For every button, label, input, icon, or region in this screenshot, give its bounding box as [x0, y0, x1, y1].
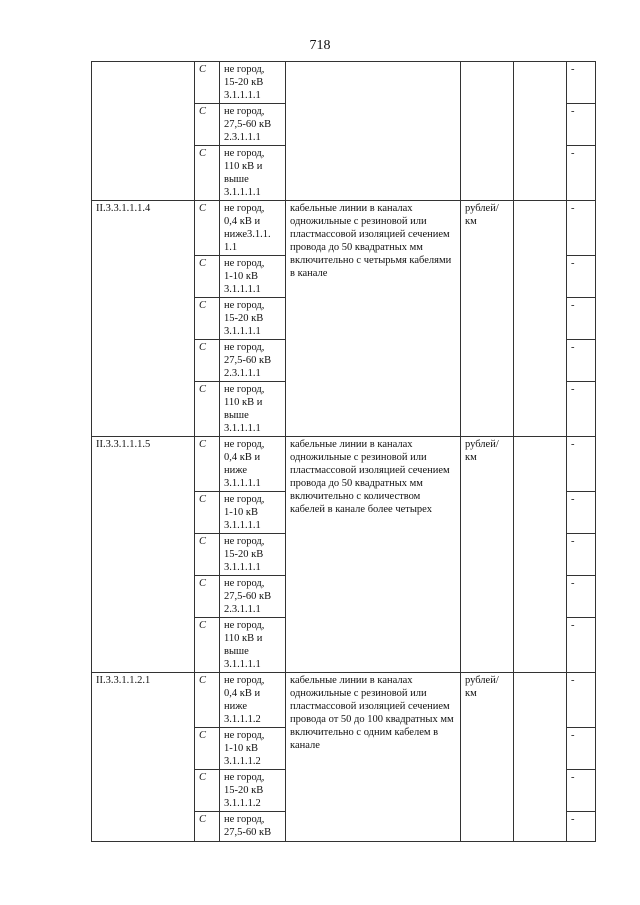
item-description: кабельные линии в каналах одножильные с резиновой или пластмассовой изоляцией сечением провода до 50 квадратных мм включительно с количеством кабелей в канале более четырех [286, 437, 461, 673]
table-row [92, 62, 596, 104]
item-code: II.3.3.1.1.1.4 [92, 201, 195, 437]
rate-value: - [567, 104, 596, 146]
rate-value: - [567, 382, 596, 437]
empty-column-cell [514, 201, 567, 437]
category-letter: С [195, 201, 220, 256]
category-letter: С [195, 492, 220, 534]
rate-value: - [567, 256, 596, 298]
rate-value: - [567, 298, 596, 340]
category-letter: С [195, 104, 220, 146]
item-unit [461, 62, 514, 201]
voltage-class-text: не город, 27,5-60 кВ 2.3.1.1.1 [224, 342, 272, 379]
voltage-class-text: не город, 0,4 кВ и ниже3.1.1. 1.1 [224, 203, 271, 253]
table-body [92, 62, 596, 842]
voltage-class-text: не город, 27,5-60 кВ 2.3.1.1.1 [224, 106, 272, 143]
voltage-class [220, 492, 286, 534]
item-unit [461, 673, 514, 842]
category-letter: С [195, 534, 220, 576]
category-letter: С [195, 340, 220, 382]
voltage-class [220, 256, 286, 298]
item-description: кабельные линии в каналах одножильные с резиновой или пластмассовой изоляцией сечением провода до 50 квадратных мм включительно с четырьмя кабелями в канале [286, 201, 461, 437]
voltage-class-text: не город, 27,5-60 кВ 2.3.1.1.1 [224, 578, 272, 615]
voltage-class-text: не город, 1-10 кВ 3.1.1.1.1 [224, 494, 265, 531]
rate-value: - [567, 492, 596, 534]
table-row [92, 437, 596, 492]
category-letter: С [195, 812, 220, 842]
voltage-class-text: не город, 110 кВ и выше 3.1.1.1.1 [224, 620, 265, 670]
item-unit [461, 437, 514, 673]
voltage-class [220, 104, 286, 146]
category-letter: С [195, 728, 220, 770]
voltage-class-text: не город, 15-20 кВ 3.1.1.1.1 [224, 64, 265, 101]
rate-value: - [567, 201, 596, 256]
rate-value: - [567, 340, 596, 382]
empty-column-cell [514, 62, 567, 201]
voltage-class [220, 618, 286, 673]
voltage-class [220, 146, 286, 201]
item-unit-text: рублей/ км [465, 675, 499, 699]
item-unit-text: рублей/ км [465, 439, 499, 463]
voltage-class [220, 770, 286, 812]
category-letter: С [195, 298, 220, 340]
rate-value: - [567, 534, 596, 576]
category-letter: С [195, 146, 220, 201]
rate-value: - [567, 728, 596, 770]
page-number: 718 [309, 38, 331, 53]
rate-value: - [567, 812, 596, 842]
rate-value: - [567, 770, 596, 812]
voltage-class [220, 62, 286, 104]
voltage-class-text: не город, 15-20 кВ 3.1.1.1.1 [224, 300, 265, 337]
voltage-class [220, 812, 286, 842]
voltage-class-text: не город, 27,5-60 кВ [224, 814, 272, 838]
voltage-class-text: не город, 15-20 кВ 3.1.1.1.1 [224, 536, 265, 573]
voltage-class [220, 534, 286, 576]
item-unit [461, 201, 514, 437]
voltage-class-text: не город, 110 кВ и выше 3.1.1.1.1 [224, 148, 265, 198]
rate-value: - [567, 437, 596, 492]
voltage-class [220, 201, 286, 256]
category-letter: С [195, 62, 220, 104]
empty-column-cell [514, 673, 567, 842]
rate-value: - [567, 146, 596, 201]
table-row [92, 673, 596, 728]
rate-value: - [567, 576, 596, 618]
category-letter: С [195, 770, 220, 812]
category-letter: С [195, 576, 220, 618]
voltage-class-text: не город, 1-10 кВ 3.1.1.1.1 [224, 258, 265, 295]
voltage-class [220, 437, 286, 492]
voltage-class-text: не город, 0,4 кВ и ниже 3.1.1.1.2 [224, 675, 265, 725]
rate-value: - [567, 62, 596, 104]
rate-value: - [567, 618, 596, 673]
voltage-class [220, 382, 286, 437]
table-row [92, 201, 596, 256]
category-letter: С [195, 382, 220, 437]
voltage-class [220, 673, 286, 728]
category-letter: С [195, 618, 220, 673]
category-letter: С [195, 437, 220, 492]
voltage-class-text: не город, 110 кВ и выше 3.1.1.1.1 [224, 384, 265, 434]
voltage-class-text: не город, 0,4 кВ и ниже 3.1.1.1.1 [224, 439, 265, 489]
item-code [92, 62, 195, 201]
item-description [286, 62, 461, 201]
empty-column-cell [514, 437, 567, 673]
voltage-class [220, 298, 286, 340]
item-code: II.3.3.1.1.2.1 [92, 673, 195, 842]
item-unit-text: рублей/ км [465, 203, 499, 227]
category-letter: С [195, 256, 220, 298]
voltage-class [220, 576, 286, 618]
voltage-class-text: не город, 15-20 кВ 3.1.1.1.2 [224, 772, 265, 809]
item-code: II.3.3.1.1.1.5 [92, 437, 195, 673]
rate-value: - [567, 673, 596, 728]
item-description: кабельные линии в каналах одножильные с резиновой или пластмассовой изоляцией сечением провода от 50 до 100 квадратных мм включительно с одним кабелем в канале [286, 673, 461, 842]
tariff-table [91, 61, 596, 842]
voltage-class [220, 728, 286, 770]
voltage-class [220, 340, 286, 382]
voltage-class-text: не город, 1-10 кВ 3.1.1.1.2 [224, 730, 265, 767]
category-letter: С [195, 673, 220, 728]
